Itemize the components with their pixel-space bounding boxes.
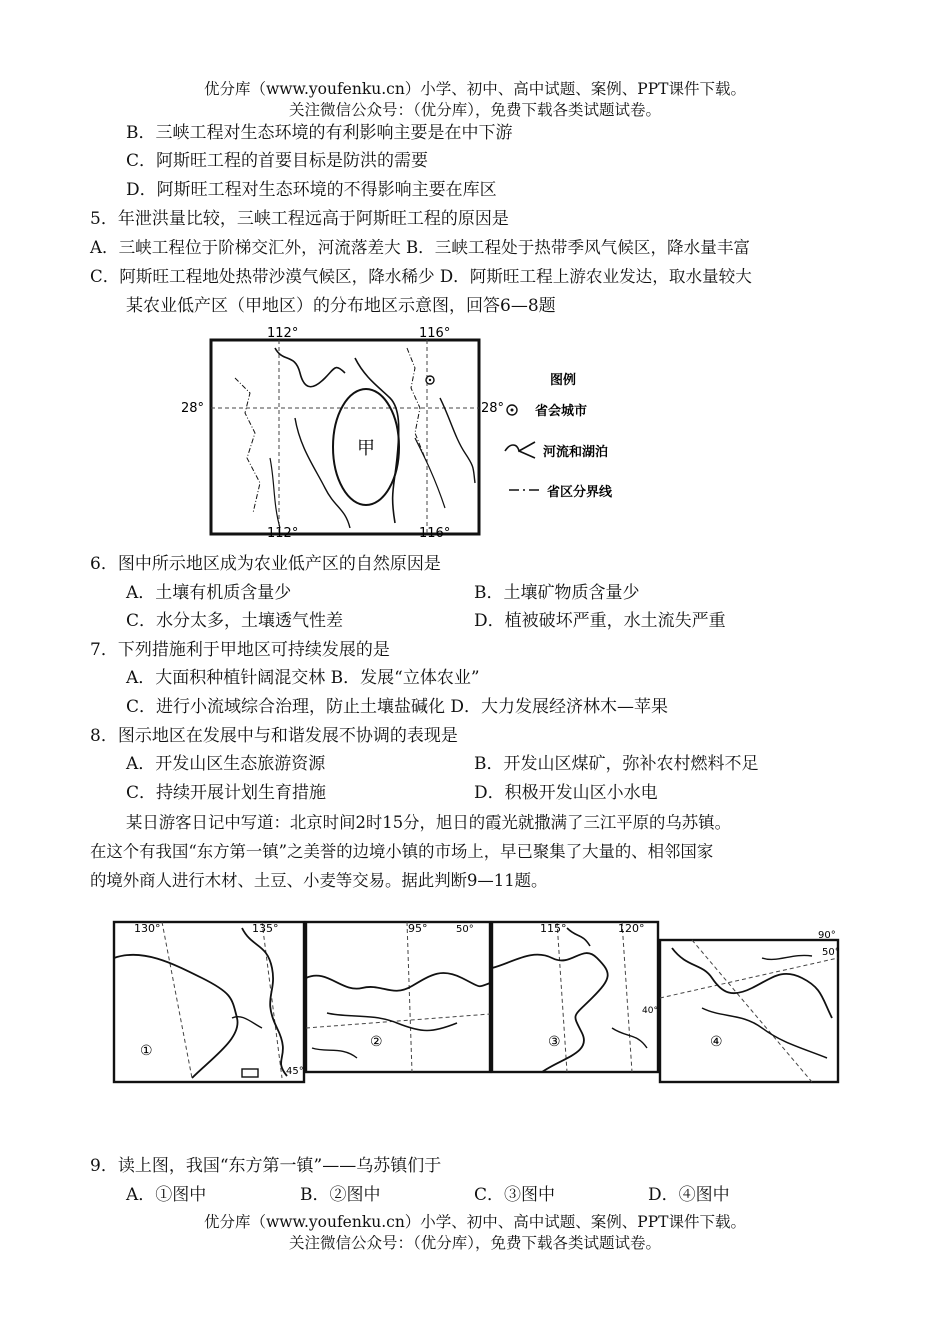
m4-lat: 50° xyxy=(822,947,840,958)
q9-option-c: C．③图中 xyxy=(474,1185,556,1205)
q7-options-cd: C．进行小流域综合治理，防止土壤盐碱化 D．大力发展经济林木—苹果 xyxy=(126,697,669,717)
map1-lat-right: 28° xyxy=(481,401,505,416)
q8-option-b: B．开发山区煤矿，弥补农村燃料不足 xyxy=(474,754,759,774)
legend-title: 图例 xyxy=(550,373,577,388)
q8-stem: 8．图示地区在发展中与和谐发展不协调的表现是 xyxy=(90,726,458,746)
region-map xyxy=(175,318,675,543)
map1-lon-right-top: 116° xyxy=(419,326,451,341)
m1-label: ① xyxy=(140,1043,153,1059)
passage-line-2: 在这个有我国“东方第一镇”之美誉的边境小镇的市场上，早已聚集了大量的、相邻国家 xyxy=(90,842,714,861)
m3-lon2: 120° xyxy=(618,922,645,935)
m3-lat: 40° xyxy=(642,1006,658,1016)
passage-line-1: 某日游客日记中写道：北京时间2时15分，旭日的霞光就撒满了三江平原的乌苏镇。 xyxy=(126,813,731,832)
m4-lon: 90° xyxy=(818,930,836,941)
intro-6-8: 某农业低产区（甲地区）的分布地区示意图，回答6—8题 xyxy=(126,296,556,316)
four-maps xyxy=(112,918,842,1086)
map-2-frame xyxy=(306,922,490,1072)
legend-border: 省区分界线 xyxy=(547,485,613,500)
q4-option-c: C．阿斯旺工程的首要目标是防洪的需要 xyxy=(126,151,429,171)
header-line-2: 关注微信公众号：（优分库），免费下载各类试题试卷。 xyxy=(288,101,661,119)
q9-option-a: A．①图中 xyxy=(126,1185,207,1205)
q5-options-cd: C．阿斯旺工程地处热带沙漠气候区，降水稀少 D．阿斯旺工程上游农业发达，取水量较大 xyxy=(90,267,752,286)
m2-lon: 95° xyxy=(408,922,428,935)
q6-option-c: C．水分太多，土壤透气性差 xyxy=(126,611,344,631)
legend-river-icon xyxy=(505,442,535,458)
m1-lon2: 135° xyxy=(252,922,279,935)
map-3-frame xyxy=(492,922,658,1072)
legend-river: 河流和湖泊 xyxy=(543,445,609,460)
m3-lon1: 115° xyxy=(540,922,567,935)
map1-lon-right-bottom: 116° xyxy=(419,526,451,541)
q8-option-d: D．积极开发山区小水电 xyxy=(474,783,658,803)
footer-line-1: 优分库（www.youfenku.cn）小学、初中、高中试题、案例、PPT课件下载。 xyxy=(203,1213,747,1231)
m2-lon2: 50° xyxy=(456,924,474,935)
q7-options-ab: A．大面积种植针阔混交林 B．发展“立体农业” xyxy=(126,668,480,688)
q6-stem: 6．图中所示地区成为农业低产区的自然原因是 xyxy=(90,554,441,574)
q4-option-b: B．三峡工程对生态环境的有利影响主要是在中下游 xyxy=(126,123,513,143)
q6-option-d: D．植被破坏严重，水土流失严重 xyxy=(474,611,726,631)
q5-stem: 5．年泄洪量比较，三峡工程远高于阿斯旺工程的原因是 xyxy=(90,209,509,229)
q5-options-ab: A．三峡工程位于阶梯交汇外，河流落差大 B．三峡工程处于热带季风气候区，降水量丰富 xyxy=(90,238,751,257)
footer-line-2: 关注微信公众号：（优分库），免费下载各类试题试卷。 xyxy=(288,1234,661,1252)
m1-lon1: 130° xyxy=(134,922,161,935)
map1-lat-left: 28° xyxy=(181,401,205,416)
header-line-1: 优分库（www.youfenku.cn）小学、初中、高中试题、案例、PPT课件下载。 xyxy=(203,80,747,98)
q8-option-a: A．开发山区生态旅游资源 xyxy=(126,754,326,774)
q9-stem: 9．读上图，我国“东方第一镇”——乌苏镇们于 xyxy=(90,1156,442,1176)
map1-lon-left-top: 112° xyxy=(267,326,299,341)
legend-capital: 省会城市 xyxy=(535,404,588,419)
m4-label: ④ xyxy=(710,1034,723,1050)
m3-label: ③ xyxy=(548,1034,561,1050)
m2-label: ② xyxy=(370,1034,383,1050)
q9-option-d: D．④图中 xyxy=(648,1185,730,1205)
q6-option-a: A．土壤有机质含量少 xyxy=(126,583,292,603)
q8-option-c: C．持续开展计划生育措施 xyxy=(126,783,327,803)
map1-region-label: 甲 xyxy=(357,438,375,459)
q7-stem: 7．下列措施利于甲地区可持续发展的是 xyxy=(90,640,390,660)
m1-lat: 45° xyxy=(286,1066,304,1077)
map1-lon-left-bottom: 112° xyxy=(267,526,299,541)
q4-option-d: D．阿斯旺工程对生态环境的不得影响主要在库区 xyxy=(126,180,497,200)
passage-line-3: 的境外商人进行木材、土豆、小麦等交易。据此判断9—11题。 xyxy=(90,871,548,890)
q9-option-b: B．②图中 xyxy=(300,1185,381,1205)
q6-option-b: B．土壤矿物质含量少 xyxy=(474,583,640,603)
